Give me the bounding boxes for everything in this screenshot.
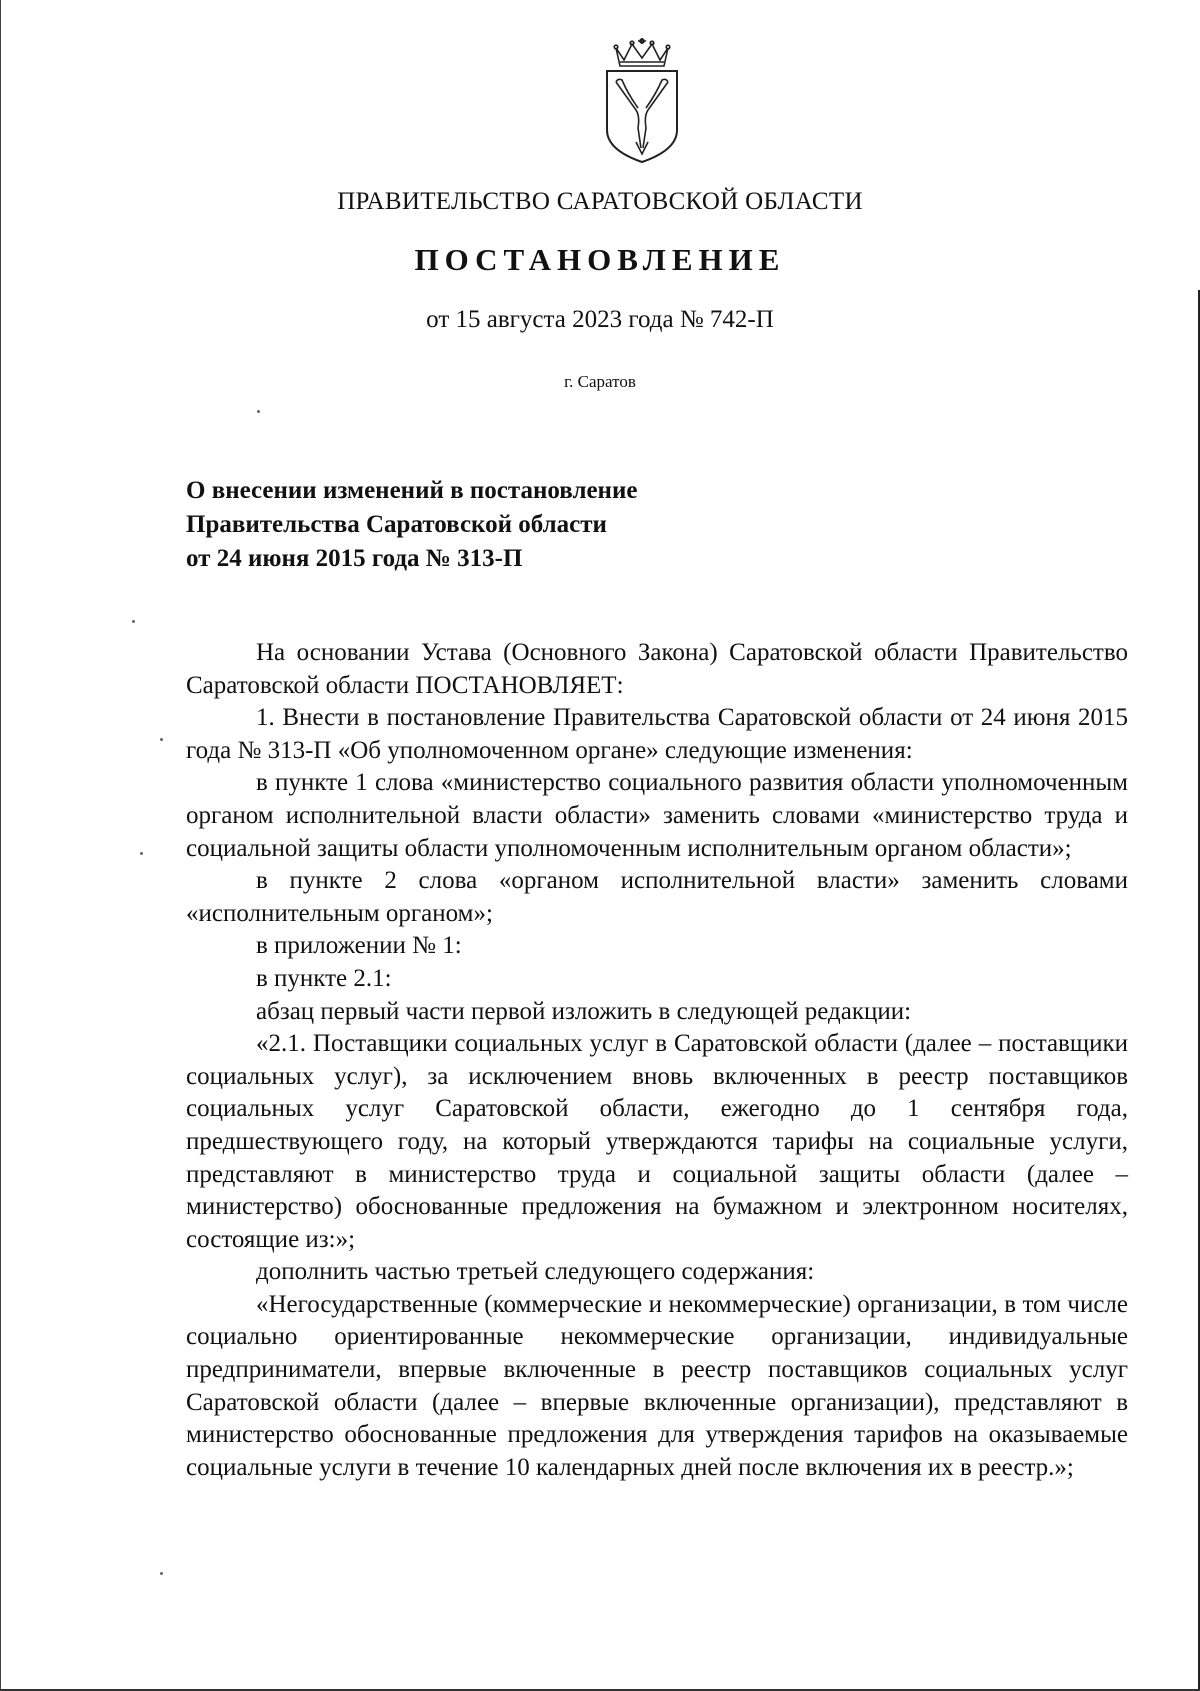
saratov-coat-of-arms-icon	[602, 38, 682, 164]
scan-speck	[160, 738, 163, 741]
scan-speck	[140, 852, 143, 855]
subject-line: О внесении изменений в постановление	[186, 477, 638, 504]
paragraph-point-2: в пункте 2 слова «органом исполнительной власти» заменить словами «исполнительным органом»;	[186, 867, 1128, 927]
paragraph-preamble: На основании Устава (Основного Закона) Саратовской области Правительство Саратовской области ПОСТАНОВЛЯЕТ:	[186, 639, 1128, 699]
document-type: ПОСТАНОВЛЕНИЕ	[414, 242, 786, 277]
subject-line: от 24 июня 2015 года № 313-П	[186, 545, 523, 572]
document-subject	[186, 474, 886, 576]
document-city: г. Саратов	[564, 372, 636, 391]
scan-speck	[160, 1572, 163, 1575]
paragraph-point-2-1: в пункте 2.1:	[256, 964, 392, 992]
paragraph-appendix: в приложении № 1:	[256, 932, 462, 960]
document-date-number: от 15 августа 2023 года № 742-П	[426, 306, 774, 333]
subject-line: Правительства Саратовской области	[186, 511, 607, 538]
scan-speck	[132, 620, 135, 623]
paragraph-point-1: в пункте 1 слова «министерство социального развития области уполномоченным органом исполнительной власти области» заменить словами «министерство труда и социальной защиты области уполномоченным исполнительным органом области»;	[186, 769, 1128, 862]
paragraph-edit-note: абзац первый части первой изложить в следующей редакции:	[256, 997, 912, 1025]
government-name: ПРАВИТЕЛЬСТВО САРАТОВСКОЙ ОБЛАСТИ	[337, 188, 863, 215]
paragraph-add-note: дополнить частью третьей следующего содержания:	[256, 1258, 815, 1286]
paragraph-quote-part-3: «Негосударственные (коммерческие и некоммерческие) организации, в том числе социально ориентированные некоммерческие организации, индивидуальные предприниматели, впервые включенные в реестр поставщиков социальных услуг Саратовской области (далее – впервые включенные организации), представляют в министерство обоснованные предложения для утверждения тарифов на оказываемые социальные услуги в течение 10 календарных дней после включения их в реестр.»;	[186, 1290, 1128, 1481]
scan-speck	[257, 410, 260, 413]
document-body	[186, 637, 1128, 1484]
paragraph-quote-2-1: «2.1. Поставщики социальных услуг в Саратовской области (далее – поставщики социальных услуг), за исключением вновь включенных в реестр поставщиков социальных услуг Саратовской области, ежегодно до 1 сентября года, предшествующего году, на который утверждаются тарифы на социальные услуги, представляют в министерство труда и социальной защиты области (далее – министерство) обоснованные предложения на бумажном и электронном носителях, состоящие из:»;	[186, 1030, 1128, 1253]
paragraph-item-1: 1. Внести в постановление Правительства Саратовской области от 24 июня 2015 года № 313-П «Об уполномоченном органе» следующие изменения:	[186, 704, 1128, 764]
